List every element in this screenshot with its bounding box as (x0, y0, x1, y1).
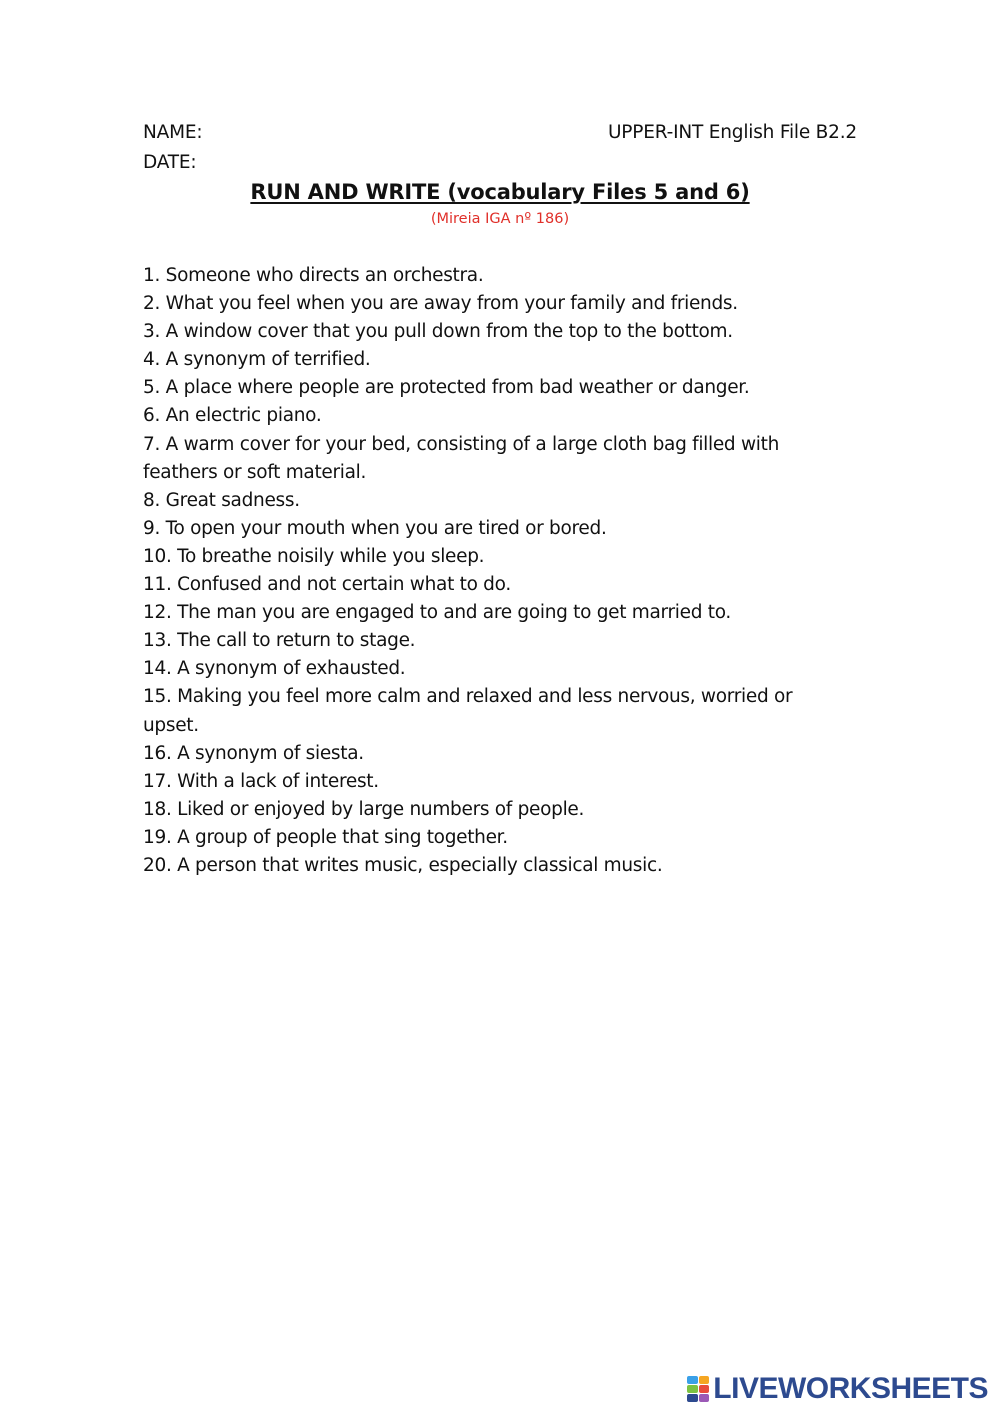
logo-square (699, 1376, 710, 1384)
liveworksheets-brand[interactable] (687, 1374, 988, 1404)
list-item: 1. Someone who directs an orchestra. (143, 265, 484, 286)
brand-text: LIVEWORKSHEETS (713, 1372, 988, 1405)
list-item: 2. What you feel when you are away from your family and friends. (143, 293, 738, 315)
list-item: 13. The call to return to stage. (143, 630, 416, 652)
name-label: NAME: (143, 122, 203, 143)
list-item: 3. A window cover that you pull down from the top to the bottom. (143, 321, 733, 343)
list-item: 9. To open your mouth when you are tired or bored. (143, 517, 607, 539)
list-item: 15. Making you feel more calm and relaxed and less nervous, worried or upset. (143, 686, 793, 736)
liveworksheets-logo-icon (687, 1376, 709, 1402)
list-item: 16. A synonym of siesta. (143, 742, 364, 764)
list-item: 8. Great sadness. (143, 489, 300, 511)
date-label: DATE: (143, 152, 197, 173)
list-item: 4. A synonym of terrified. (143, 349, 371, 371)
list-item: 7. A warm cover for your bed, consisting of a large cloth bag filled with feathers or soft material. (143, 433, 779, 483)
list-item: 17. With a lack of interest. (143, 770, 379, 792)
course-label: UPPER-INT English File B2.2 (607, 122, 857, 143)
list-item: 5. A place where people are protected from bad weather or danger. (143, 377, 750, 399)
list-item: 18. Liked or enjoyed by large numbers of people. (143, 798, 585, 820)
list-item: 20. A person that writes music, especially classical music. (143, 854, 663, 876)
list-item: 10. To breathe noisily while you sleep. (143, 545, 485, 567)
logo-square (687, 1385, 698, 1393)
list-item: 12. The man you are engaged to and are going to get married to. (143, 602, 731, 624)
list-item: 6. An electric piano. (143, 405, 322, 427)
worksheet-subtitle: (Mireia IGA nº 186) (430, 211, 570, 227)
list-item: 14. A synonym of exhausted. (143, 658, 406, 680)
logo-square (699, 1385, 710, 1393)
vocabulary-list (143, 262, 843, 880)
logo-square (687, 1376, 698, 1384)
logo-square (687, 1394, 698, 1402)
logo-square (699, 1394, 710, 1402)
list-item: 19. A group of people that sing together. (143, 826, 508, 848)
list-item: 11. Confused and not certain what to do. (143, 574, 511, 596)
worksheet-title: RUN AND WRITE (vocabulary Files 5 and 6) (250, 180, 750, 204)
